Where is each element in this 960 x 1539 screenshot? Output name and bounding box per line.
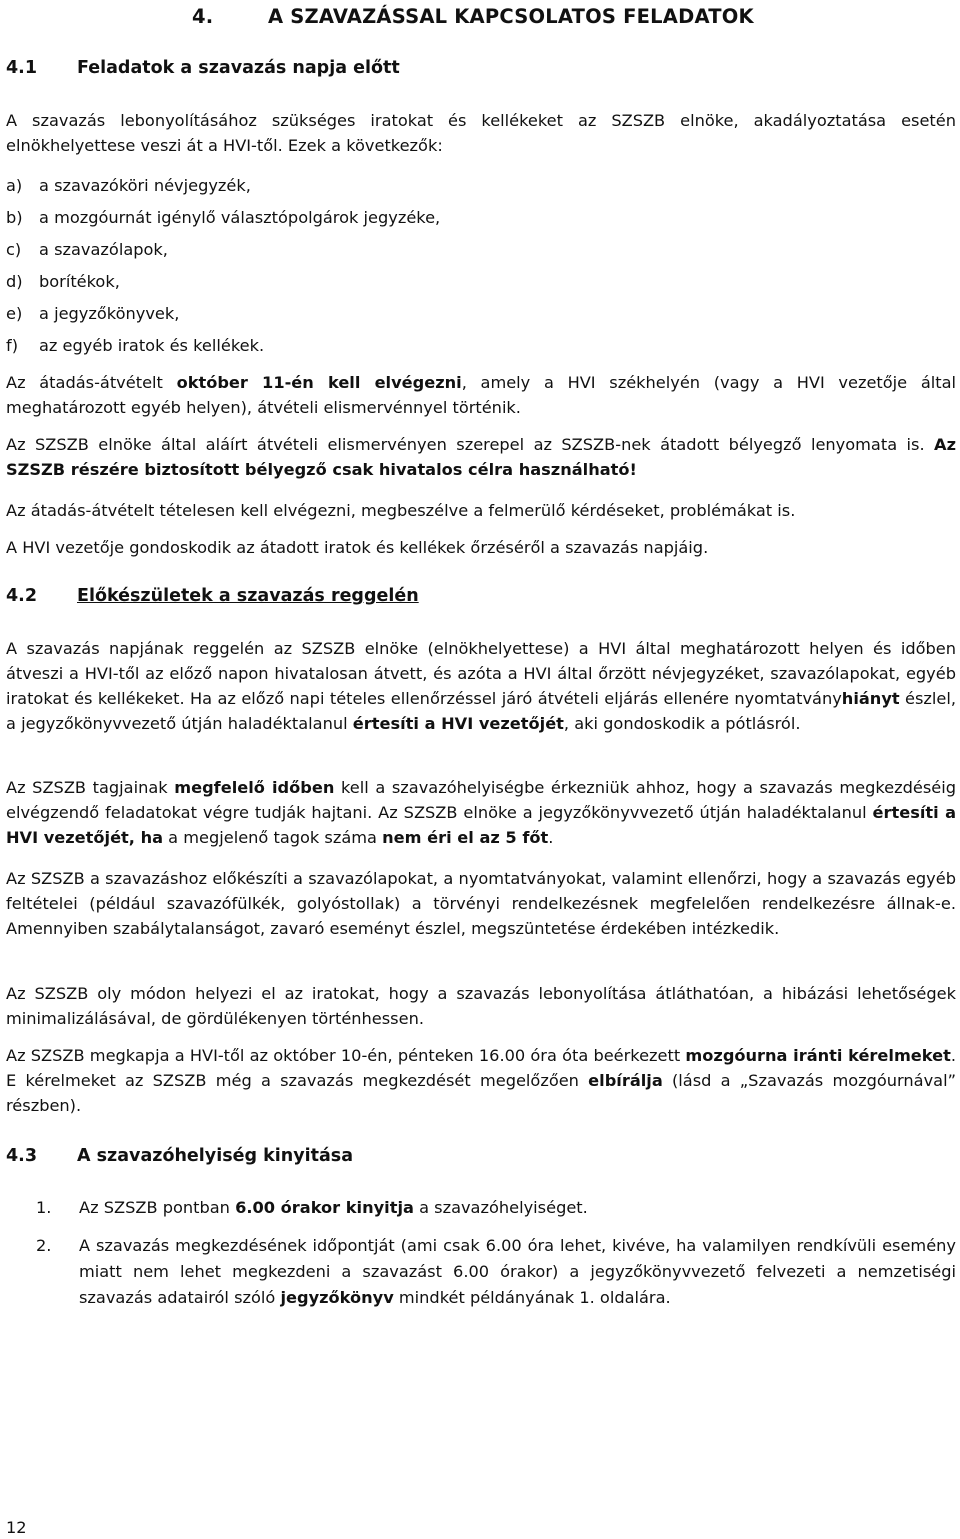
text-run: Az SZSZB megkapja a HVI-től az október 10-én, pénteken 16.00 óra óta beérkezett [6, 1046, 686, 1065]
list-text: a jegyzőkönyvek, [39, 304, 180, 323]
section-heading-4-3 [6, 1146, 353, 1166]
itemized-paragraph: Az átadás-átvételt tételesen kell elvégezni, megbeszélve a felmerülő kérdéseket, problémákat is. [6, 501, 796, 520]
bold-run: 6.00 órakor kinyitja [235, 1198, 414, 1217]
bold-run: mozgóurna iránti kérelmeket [685, 1046, 951, 1065]
text-run: A szavazás megkezdésének időpontját (ami csak 6.00 óra lehet, kivéve, ha valamilyen rendkívüli esemény miatt nem lehet megkezdeni a szavazást 6.00 órakor) a jegyzőkönyvvezető felvezeti a nemzetiségi szavazás adatairól szóló [79, 1236, 956, 1307]
item-text [79, 1195, 956, 1221]
bold-run: értesíti a HVI vezetőjét [352, 714, 564, 733]
list-item [6, 173, 956, 198]
item-number: 1. [36, 1198, 52, 1217]
bold-run: elbírálja [588, 1071, 663, 1090]
list-label: e) [6, 304, 23, 323]
list-label: f) [6, 336, 19, 355]
custody-paragraph: A HVI vezetője gondoskodik az átadott iratok és kellékek őrzéséről a szavazás napjáig. [6, 538, 709, 557]
text-run: . E kérelmeket az SZSZB még a szavazás megkezdését megelőzően [6, 1046, 956, 1090]
numbered-item [36, 1195, 956, 1221]
list-item [6, 237, 956, 262]
text-run: Az átadás-átvételt [6, 373, 177, 392]
handover-paragraph [6, 370, 956, 420]
section-number: 4.3 [6, 1146, 38, 1166]
stamp-paragraph [6, 432, 956, 482]
intro-paragraph: A szavazás lebonyolításához szükséges iratokat és kellékeket az SZSZB elnöke, akadályoztatása esetén elnökhelyettese veszi át a HVI-től. Ezek a következők: [6, 111, 956, 155]
bold-run: jegyzőkönyv [280, 1288, 394, 1307]
mobile-ballot-paragraph [6, 1043, 956, 1118]
list-label: b) [6, 208, 23, 227]
section-number: 4.2 [6, 586, 38, 606]
list-item [6, 301, 956, 326]
list-text: borítékok, [39, 272, 120, 291]
text-run: , amely a HVI székhelyén (vagy a HVI vezetője által meghatározott egyéb helyen), átvételi elismervénnyel történik. [6, 373, 957, 417]
members-paragraph [6, 775, 956, 850]
list-text: a mozgóurnát igénylő választópolgárok jegyzéke, [39, 208, 441, 227]
preparation-paragraph: Az SZSZB a szavazáshoz előkészíti a szavazólapokat, a nyomtatványokat, valamint ellenőrzi, hogy a szavazás egyéb feltételei (például szavazófülkék, golyóstollak) a törvényi rendelkezésnek megfelelően rendelkezésre állnak-e. Amennyiben szabálytalanságot, zavaró eseményt észlel, megszüntetése érdekében intézkedik. [6, 869, 956, 938]
section-title: Feladatok a szavazás napja előtt [77, 58, 400, 78]
chapter-number: 4. [192, 5, 214, 28]
numbered-item [36, 1233, 956, 1311]
section-heading-4-1 [6, 58, 400, 78]
item-text [79, 1233, 956, 1311]
text-run: a megjelenő tagok száma [163, 828, 383, 847]
list-text: a szavazóköri névjegyzék, [39, 176, 251, 195]
list-label: c) [6, 240, 22, 259]
section-title: Előkészületek a szavazás reggelén [77, 586, 419, 606]
text-run: a szavazóhelyiséget. [413, 1198, 588, 1217]
text-run: . [548, 828, 554, 847]
documents-paragraph: Az SZSZB oly módon helyezi el az iratokat, hogy a szavazás lebonyolítása átláthatóan, a hibázási lehetőségek minimalizálásával, de gördülékenyen történhessen. [6, 984, 956, 1028]
list-item [6, 269, 956, 294]
text-run: Az SZSZB tagjainak [6, 778, 175, 797]
text-run: (lásd a „Szavazás mozgóurnával” részben). [6, 1071, 956, 1115]
text-run: észlel, a jegyzőkönyvvezető útján haladéktalanul [6, 689, 957, 733]
morning-paragraph [6, 636, 956, 736]
list-item [6, 333, 956, 358]
list-text: a szavazólapok, [39, 240, 168, 259]
page-number: 12 [6, 1518, 27, 1537]
text-run: mindkét példányának 1. oldalára. [393, 1288, 671, 1307]
section-heading-4-2 [6, 586, 419, 606]
text-run: kell a szavazóhelyiségbe érkezniük ahhoz, hogy a szavazás megkezdéséig elvégzendő feladatokat végre tudják hajtani. Az SZSZB elnöke a jegyzőkönyvvezető útján haladéktalanul [6, 778, 956, 822]
bold-run: megfelelő időben [174, 778, 335, 797]
text-run: Az SZSZB elnöke által aláírt átvételi elismervényen szerepel az SZSZB-nek átadott bélyegző lenyomata is. [6, 435, 935, 454]
bold-run: nem éri el az 5 főt [382, 828, 549, 847]
text-run: Az SZSZB pontban [79, 1198, 236, 1217]
chapter-title: A SZAVAZÁSSAL KAPCSOLATOS FELADATOK [268, 5, 754, 28]
bold-run: október 11-én kell elvégezni [176, 373, 462, 392]
text-run: A szavazás napjának reggelén az SZSZB elnöke (elnökhelyettese) a HVI által meghatározott helyen és időben átveszi a HVI-től az előző napon hivatalosan átvett, és azóta a HVI által őrzött névjegyzéket, szavazólapokat, egyéb iratokat és kellékeket. Ha az előző napi tételes ellenőrzéssel járó átvételi eljárás ellenére nyomtatvány [6, 639, 956, 708]
section-title: A szavazóhelyiség kinyitása [77, 1146, 354, 1166]
item-number: 2. [36, 1236, 52, 1255]
text-run: , aki gondoskodik a pótlásról. [563, 714, 801, 733]
list-label: d) [6, 272, 23, 291]
chapter-heading [192, 5, 754, 28]
bold-run: értesíti a HVI vezetőjét, ha [6, 803, 957, 847]
list-text: az egyéb iratok és kellékek. [39, 336, 265, 355]
list-item [6, 205, 956, 230]
section-number: 4.1 [6, 58, 38, 78]
list-label: a) [6, 176, 23, 195]
bold-run: Az SZSZB részére biztosított bélyegző csak hivatalos célra használható! [6, 435, 956, 479]
bold-run: hiányt [841, 689, 900, 708]
